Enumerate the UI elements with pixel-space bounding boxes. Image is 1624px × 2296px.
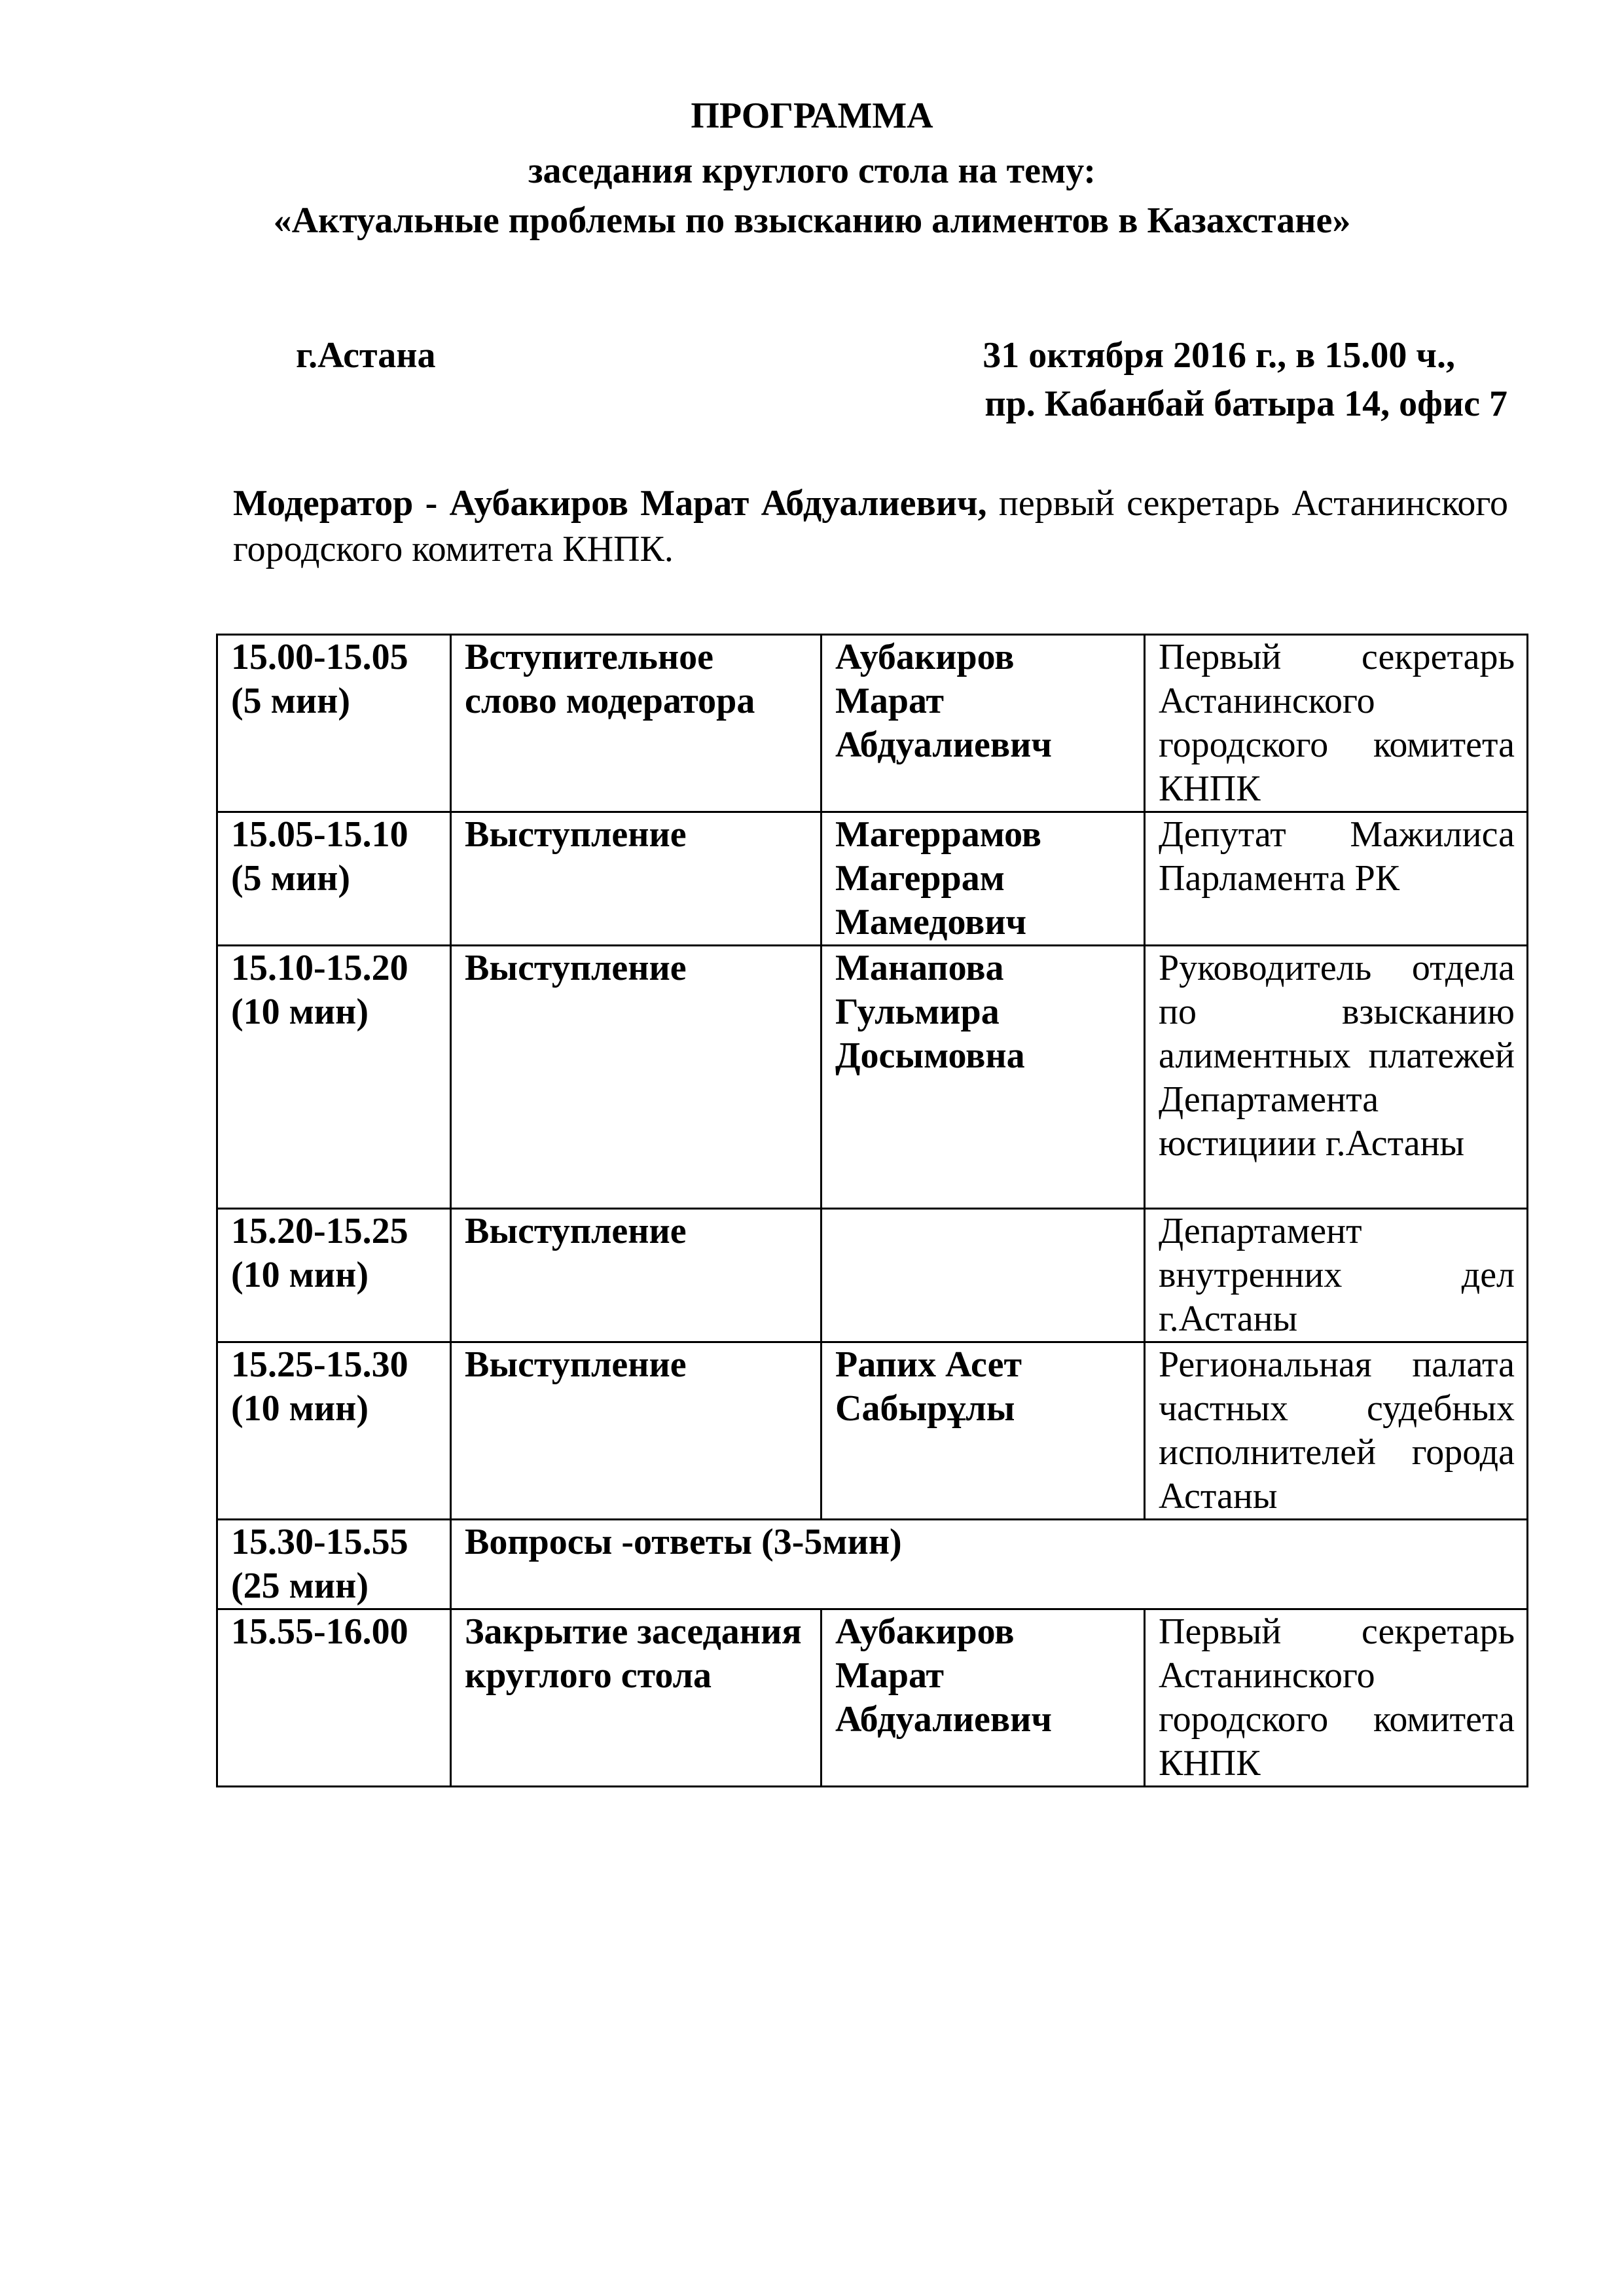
moderator-name: Модератор - Аубакиров Марат Абдуалиевич, — [233, 483, 987, 524]
time-cell — [217, 1209, 451, 1342]
speaker-cell — [821, 1209, 1145, 1342]
speaker-role-cell: Первый секретарь Астанинского городского комитета КНПК — [1145, 635, 1528, 812]
duration: (5 мин) — [231, 681, 350, 721]
session-type-cell: Вопросы -ответы (3-5мин) — [451, 1520, 1528, 1609]
speaker-first-name: Марат — [835, 1655, 945, 1696]
speaker-surname: Аубакиров — [835, 637, 1015, 677]
duration: (5 мин) — [231, 858, 350, 899]
session-type-cell: Вступительное слово модератора — [451, 635, 821, 812]
speaker-first-name: Марат — [835, 681, 945, 721]
speaker-first-name: Магеррам — [835, 858, 1005, 899]
speaker-surname: Аубакиров — [835, 1611, 1015, 1652]
event-date-time: 31 октября 2016 г., в 15.00 ч., — [983, 335, 1455, 376]
time-cell — [217, 1342, 451, 1520]
duration: (10 мин) — [231, 992, 369, 1032]
speaker-patronymic: Абдуалиевич — [835, 725, 1052, 765]
time-range: 15.10-15.20 — [231, 948, 408, 988]
speaker-first-name: Гульмира — [835, 992, 1000, 1032]
session-type-cell: Выступление — [451, 812, 821, 946]
table-row — [217, 812, 1528, 946]
speaker-surname: Рапих Асет — [835, 1344, 1022, 1385]
speaker-role-cell: Руководитель отдела по взысканию алиментных платежей Департамента юстициии г.Астаны — [1145, 946, 1528, 1209]
time-range: 15.20-15.25 — [231, 1211, 408, 1251]
speaker-role-cell: Региональная палата частных судебных исполнителей города Астаны — [1145, 1342, 1528, 1520]
time-cell — [217, 1520, 451, 1609]
table-row — [217, 1209, 1528, 1342]
session-type-cell: Выступление — [451, 1342, 821, 1520]
time-cell — [217, 635, 451, 812]
table-row — [217, 946, 1528, 1209]
speaker-cell — [821, 1609, 1145, 1787]
table-row — [217, 1609, 1528, 1787]
speaker-cell — [821, 1342, 1145, 1520]
time-range: 15.25-15.30 — [231, 1344, 408, 1385]
speaker-patronymic: Досымовна — [835, 1035, 1025, 1076]
session-type-cell: Выступление — [451, 946, 821, 1209]
time-range: 15.30-15.55 — [231, 1522, 408, 1562]
duration: (10 мин) — [231, 1388, 369, 1429]
moderator-paragraph — [233, 480, 1508, 572]
speaker-patronymic: Абдуалиевич — [835, 1699, 1052, 1740]
time-range: 15.00-15.05 — [231, 637, 408, 677]
table-row — [217, 1342, 1528, 1520]
duration: (25 мин) — [231, 1566, 369, 1606]
speaker-role-cell: Депутат Мажилиса Парламента РК — [1145, 812, 1528, 946]
program-table — [216, 634, 1528, 1787]
event-place: г.Астана — [296, 335, 436, 376]
event-address: пр. Кабанбай батыра 14, офис 7 — [984, 384, 1507, 424]
session-type-cell: Закрытие заседания круглого стола — [451, 1609, 821, 1787]
document-subtitle: заседания круглого стола на тему: — [528, 151, 1096, 191]
moderator-position: первый секретарь Астанинского городского комитета КНПК. — [233, 483, 1508, 569]
time-range: 15.05-15.10 — [231, 814, 408, 855]
speaker-role-cell: Первый секретарь Астанинского городского комитета КНПК — [1145, 1609, 1528, 1787]
speaker-cell — [821, 812, 1145, 946]
time-cell — [217, 1609, 451, 1787]
speaker-surname: Манапова — [835, 948, 1004, 988]
document-topic: «Актуальные проблемы по взысканию алиментов в Казахстане» — [273, 200, 1351, 241]
speaker-patronymic: Мамедович — [835, 902, 1027, 942]
time-cell — [217, 812, 451, 946]
speaker-first-name: Сабырұлы — [835, 1388, 1015, 1429]
time-cell — [217, 946, 451, 1209]
speaker-role-cell: Департамент внутренних дел г.Астаны — [1145, 1209, 1528, 1342]
duration: (10 мин) — [231, 1255, 369, 1295]
document-title: ПРОГРАММА — [691, 96, 933, 136]
speaker-surname: Магеррамов — [835, 814, 1041, 855]
speaker-cell — [821, 946, 1145, 1209]
table-row — [217, 635, 1528, 812]
session-type-cell: Выступление — [451, 1209, 821, 1342]
speaker-cell — [821, 635, 1145, 812]
table-row — [217, 1520, 1528, 1609]
time-range: 15.55-16.00 — [231, 1611, 408, 1652]
